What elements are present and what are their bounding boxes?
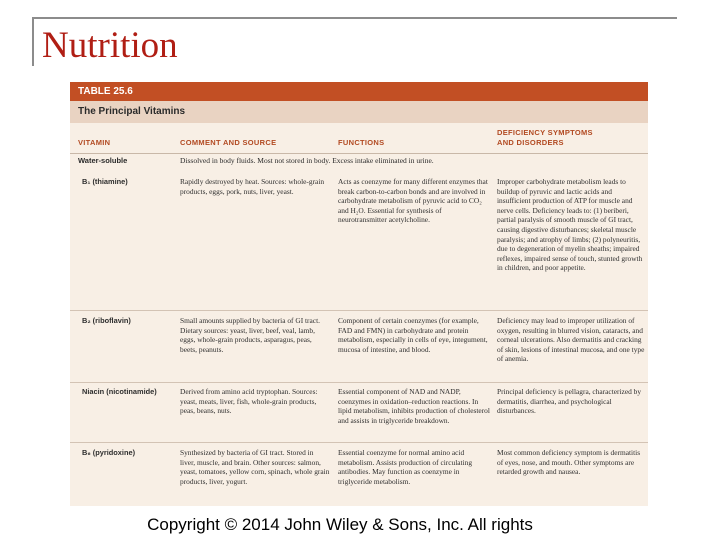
vitamins-table xyxy=(70,82,648,506)
section-description: Dissolved in body fluids. Most not stored in body. Excess intake eliminated in urine. xyxy=(180,156,434,165)
comment-source: Synthesized by bacteria of GI tract. Stored in liver, muscle, and brain. Other sources: salmon, yeast, tomatoes, yellow corn, spinach, whole grain products, liver, yogurt. xyxy=(180,448,330,486)
column-header-vitamin: VITAMIN xyxy=(78,138,111,147)
column-header-functions: FUNCTIONS xyxy=(338,138,385,147)
functions: Acts as coenzyme for many different enzymes that break carbon-to-carbon bonds and are involved in carbohydrate metabolism of pyruvic acid to CO₂ and H₂O. Essential for synthesis of neurotransmitter acetylcholine. xyxy=(338,177,488,225)
functions: Essential component of NAD and NADP, coenzymes in oxidation–reduction reactions. In lipid metabolism, inhibits production of cholesterol and assists in triglyceride breakdown. xyxy=(338,387,490,425)
deficiency: Improper carbohydrate metabolism leads to buildup of pyruvic and lactic acids and insufficient production of ATP for muscle and nerve cells. Deficiency leads to: (1) beriberi, partial paralysis of smooth muscle of GI tract, causing digestive disturbances; skeletal muscle paralysis; and atrophy of limbs; (2) polyneuritis, due to degeneration of myelin sheaths; impaired reflexes, impaired sense of touch, stunted growth in children, and poor appetite. xyxy=(497,177,643,273)
deficiency: Principal deficiency is pellagra, characterized by dermatitis, diarrhea, and psychological disturbances. xyxy=(497,387,642,416)
table-label: TABLE 25.6 xyxy=(70,82,648,101)
section-name: Water-soluble xyxy=(78,156,128,165)
vitamin-name: B₁ (thiamine) xyxy=(82,177,128,186)
comment-source: Rapidly destroyed by heat. Sources: whole-grain products, eggs, pork, nuts, liver, yeast. xyxy=(180,177,325,196)
functions: Essential coenzyme for normal amino acid metabolism. Assists production of circulating antibodies. May function as coenzyme in triglyceride metabolism. xyxy=(338,448,473,486)
row-divider xyxy=(70,310,648,311)
vitamin-name: Niacin (nicotinamide) xyxy=(82,387,157,396)
slide-frame-left xyxy=(32,17,34,66)
column-headers xyxy=(70,123,648,154)
comment-source: Small amounts supplied by bacteria of GI tract. Dietary sources: yeast, liver, beef, veal, lamb, eggs, whole-grain products, asparagus, peas, beets, peanuts. xyxy=(180,316,320,354)
functions: Component of certain coenzymes (for example, FAD and FMN) in carbohydrate and protein metabolism, especially in cells of eye, integument, mucosa of intestine, and blood. xyxy=(338,316,488,354)
vitamin-name: B₆ (pyridoxine) xyxy=(82,448,136,457)
column-header-deficiency: DEFICIENCY SYMPTOMS AND DISORDERS xyxy=(497,128,593,147)
deficiency: Deficiency may lead to improper utilization of oxygen, resulting in blurred vision, cataracts, and corneal ulcerations. Also dermatitis and cracking of skin, lesions of intestinal mucosa, and one type of anemia. xyxy=(497,316,645,364)
slide-title: Nutrition xyxy=(42,25,178,66)
table-caption: The Principal Vitamins xyxy=(70,101,648,123)
section-row xyxy=(70,154,648,167)
slide-frame-top xyxy=(32,17,677,19)
deficiency: Most common deficiency symptom is dermatitis of eyes, nose, and mouth. Other symptoms are retarded growth and nausea. xyxy=(497,448,641,477)
vitamin-name: B₂ (riboflavin) xyxy=(82,316,131,325)
column-header-source: COMMENT AND SOURCE xyxy=(180,138,277,147)
copyright-notice: Copyright © 2014 John Wiley & Sons, Inc. All rights xyxy=(147,515,533,534)
row-divider xyxy=(70,382,648,383)
comment-source: Derived from amino acid tryptophan. Sources: yeast, meats, liver, fish, whole-grain products, peas, beans, nuts. xyxy=(180,387,318,416)
row-divider xyxy=(70,442,648,443)
